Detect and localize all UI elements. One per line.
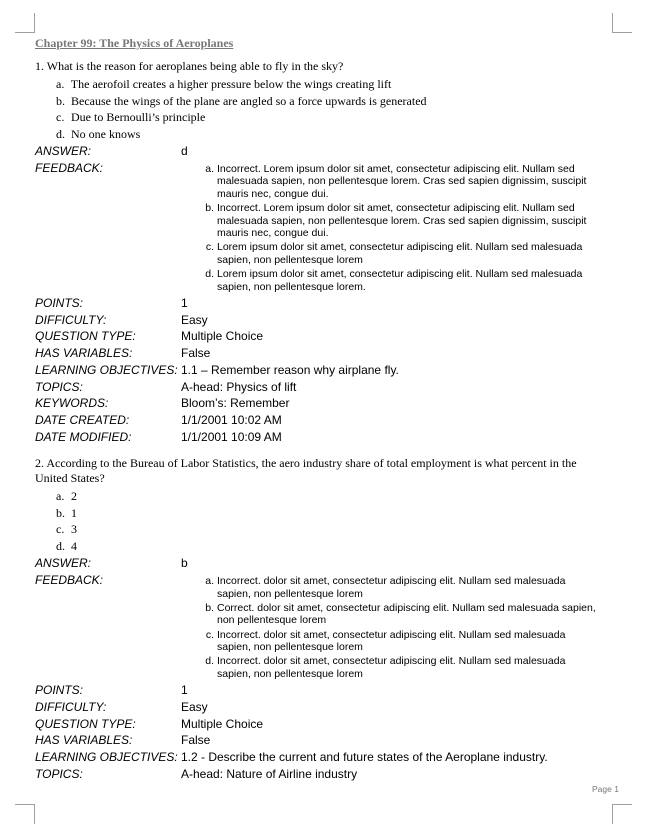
feedback-item (181, 629, 612, 654)
question-type-value: Multiple Choice (181, 716, 264, 731)
feedback-item (181, 241, 612, 266)
answer-option (56, 488, 612, 505)
feedback-text: Lorem ipsum dolor sit amet, consectetur adipiscing elit. Nullam sed malesuada sapien, non pellentesque lorem (217, 241, 583, 267)
date-modified-value: 1/1/2001 10:09 AM (181, 429, 282, 444)
field-label: DIFFICULTY: (35, 699, 107, 714)
feedback-text: Correct. dolor sit amet, consectetur adipiscing elit. Nullam sed malesuada sapien, non pellentesque lorem (217, 601, 596, 627)
feedback-text: Incorrect. dolor sit amet, consectetur adipiscing elit. Nullam sed malesuada sapien, non pellentesque lorem (217, 655, 566, 680)
field-label: POINTS: (35, 296, 84, 311)
feedback-item (181, 575, 612, 600)
has-variables-row (35, 732, 612, 749)
option-text: 3 (71, 522, 77, 537)
field-label: KEYWORDS: (35, 396, 109, 411)
points-row (35, 682, 612, 699)
difficulty-value: Easy (181, 699, 208, 714)
question-block (35, 59, 612, 142)
field-label: HAS VARIABLES: (35, 733, 133, 748)
answer-options (56, 76, 612, 142)
feedback-text: Incorrect. Lorem ipsum dolor sit amet, consectetur adipiscing elit. Nullam sed malesuada sapien, non pellentesque lorem. Cras sed sapien dignissim, suscipit mauris nec, congue dui. (217, 162, 587, 200)
difficulty-row (35, 699, 612, 716)
option-letter: d. (56, 126, 65, 141)
option-text: Because the wings of the plane are angled so a force upwards is generated (71, 93, 427, 108)
date-created-value: 1/1/2001 10:02 AM (181, 412, 282, 427)
feedback-item (181, 268, 612, 293)
answer-option (56, 521, 612, 538)
feedback-letter: d. (205, 655, 214, 668)
option-text: 2 (71, 489, 77, 504)
feedback-letter: a. (205, 575, 214, 588)
feedback-text: Lorem ipsum dolor sit amet, consectetur adipiscing elit. Nullam sed malesuada sapien, non pellentesque lorem. (217, 268, 583, 293)
field-label: LEARNING OBJECTIVES: (35, 362, 178, 377)
keywords-value: Bloom’s: Remember (181, 396, 290, 411)
answer-option (56, 109, 612, 126)
field-label: ANSWER: (35, 556, 92, 571)
option-text: Due to Bernoulli’s principle (71, 110, 206, 124)
page-corner-mark-bottom-left (15, 804, 35, 824)
field-label: HAS VARIABLES: (35, 346, 133, 361)
feedback-text: Incorrect. dolor sit amet, consectetur adipiscing elit. Nullam sed malesuada sapien, non pellentesque lorem (217, 628, 566, 654)
chapter-title: Chapter 99: The Physics of Aeroplanes (35, 36, 234, 50)
learning-objectives-value: 1.1 – Remember reason why airplane fly. (181, 362, 399, 377)
option-letter: d. (56, 538, 65, 553)
page-number: Page 1 (592, 784, 619, 794)
feedback-row (35, 572, 612, 682)
answer-value: d (181, 144, 188, 158)
has-variables-row (35, 345, 612, 362)
field-label: DATE MODIFIED: (35, 429, 132, 444)
page-corner-mark-bottom-right (612, 804, 632, 824)
feedback-item (181, 655, 612, 680)
points-value: 1 (181, 296, 188, 311)
answer-row (35, 555, 612, 572)
topics-row (35, 766, 612, 783)
feedback-letter: c. (205, 241, 214, 254)
option-text: No one knows (71, 126, 141, 141)
feedback-text: Incorrect. Lorem ipsum dolor sit amet, consectetur adipiscing elit. Nullam sed malesuada sapien, non pellentesque lorem. Cras sed sapien dignissim, suscipit mauris nec, congue dui. (217, 202, 587, 240)
learning-objectives-value: 1.2 - Describe the current and future states of the Aeroplane industry. (181, 749, 548, 764)
feedback-item (181, 602, 612, 627)
question-metadata (35, 555, 612, 782)
field-label: FEEDBACK: (35, 573, 104, 588)
field-label: ANSWER: (35, 144, 92, 158)
answer-option (56, 76, 612, 93)
question-block (35, 456, 612, 554)
feedback-letter: a. (205, 162, 214, 175)
question-stem: 2. According to the Bureau of Labor Statistics, the aero industry share of total employment is what percent in the United States? (35, 456, 577, 486)
answer-option (56, 505, 612, 522)
document-page (35, 36, 612, 782)
points-value: 1 (181, 683, 188, 698)
field-label: TOPICS: (35, 766, 83, 781)
field-label: QUESTION TYPE: (35, 716, 136, 731)
question-type-row (35, 716, 612, 733)
field-label: FEEDBACK: (35, 160, 104, 175)
option-text: The aerofoil creates a higher pressure below the wings creating lift (70, 77, 392, 91)
option-letter: b. (56, 93, 65, 108)
topics-row (35, 379, 612, 396)
date-modified-row (35, 429, 612, 446)
question-type-row (35, 328, 612, 345)
feedback-letter: c. (205, 628, 214, 641)
feedback-row (35, 160, 612, 295)
feedback-item (181, 202, 612, 240)
feedback-letter: d. (205, 268, 214, 281)
option-text: 1 (71, 505, 77, 520)
has-variables-value: False (181, 733, 211, 748)
difficulty-row (35, 312, 612, 329)
question-type-value: Multiple Choice (181, 329, 264, 344)
answer-options (56, 488, 612, 554)
field-label: TOPICS: (35, 379, 83, 394)
answer-value: b (181, 556, 188, 571)
answer-option (56, 93, 612, 110)
feedback-item (181, 163, 612, 201)
field-label: POINTS: (35, 683, 84, 698)
feedback-letter: b. (205, 601, 214, 614)
feedback-letter: b. (205, 202, 214, 215)
question-metadata (35, 143, 612, 445)
option-letter: c. (56, 110, 65, 124)
field-label: QUESTION TYPE: (35, 329, 136, 344)
date-created-row (35, 412, 612, 429)
option-letter: a. (56, 489, 65, 504)
topics-value: A-head: Physics of lift (181, 379, 297, 394)
topics-value: A-head: Nature of Airline industry (181, 766, 358, 781)
feedback-list (181, 163, 612, 295)
option-text: 4 (71, 538, 77, 553)
learning-objectives-row (35, 749, 612, 766)
field-label: DATE CREATED: (35, 412, 130, 427)
difficulty-value: Easy (181, 312, 208, 327)
answer-row (35, 143, 612, 160)
answer-option (56, 538, 612, 555)
option-letter: c. (56, 522, 65, 537)
option-letter: a. (56, 77, 65, 91)
page-corner-mark-top-left (15, 13, 35, 33)
keywords-row (35, 395, 612, 412)
option-letter: b. (56, 505, 65, 520)
field-label: LEARNING OBJECTIVES: (35, 749, 178, 764)
field-label: DIFFICULTY: (35, 312, 107, 327)
feedback-text: Incorrect. dolor sit amet, consectetur adipiscing elit. Nullam sed malesuada sapien, non pellentesque lorem (217, 575, 566, 600)
feedback-list (181, 575, 612, 682)
answer-option (56, 126, 612, 143)
has-variables-value: False (181, 346, 211, 361)
page-corner-mark-top-right (612, 13, 632, 33)
points-row (35, 295, 612, 312)
learning-objectives-row (35, 362, 612, 379)
question-stem: 1. What is the reason for aeroplanes being able to fly in the sky? (35, 59, 344, 73)
